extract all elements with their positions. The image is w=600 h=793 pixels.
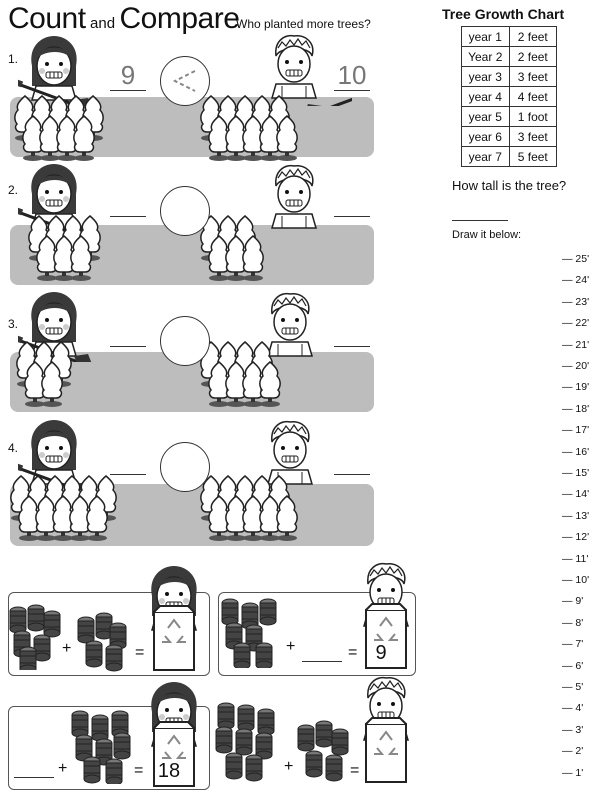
ruler-mark: — 24' — [562, 274, 590, 287]
answer-right-row-4[interactable] — [334, 444, 370, 475]
bag-value-3: 18 — [157, 760, 181, 782]
height-question: How tall is the tree? — [452, 178, 567, 193]
compare-circle-row-1[interactable] — [160, 56, 210, 106]
growth-year: year 6 — [462, 127, 510, 147]
tree-cluster — [200, 340, 370, 410]
ruler-mark: — 12' — [562, 531, 590, 544]
cans-group-3 — [70, 710, 132, 784]
tree-cluster — [14, 94, 184, 164]
growth-amount: 2 feet — [509, 27, 557, 47]
growth-row — [462, 147, 557, 167]
answer-left-row-2[interactable] — [110, 186, 146, 217]
cans-group-2 — [220, 598, 280, 668]
girl-with-recycle-bag-1 — [148, 566, 200, 674]
growth-row — [462, 67, 557, 87]
plus-sign-4: + — [284, 758, 294, 775]
answer-right-row-3[interactable] — [334, 316, 370, 347]
growth-chart-title: Tree Growth Chart — [442, 6, 565, 22]
title-and: and — [90, 15, 116, 32]
ruler-mark: — 18' — [562, 402, 590, 415]
ruler-mark: — 10' — [562, 574, 590, 586]
growth-amount: 1 foot — [509, 107, 557, 127]
row-number-4: 4. — [8, 441, 19, 455]
draw-prompt: Draw it below: — [452, 229, 522, 241]
ruler-mark: — 22' — [562, 317, 590, 330]
growth-row — [462, 127, 557, 147]
answer-left-row-4[interactable] — [110, 444, 146, 475]
answer-right-row-1[interactable]: 10 — [334, 60, 370, 91]
ruler-mark: — 13' — [562, 509, 590, 522]
growth-year: year 3 — [462, 67, 510, 87]
ruler-mark: — 7' — [562, 638, 584, 651]
ruler-mark: — 5' — [562, 681, 584, 693]
ruler-mark: — 15' — [562, 467, 590, 479]
tree-cluster — [10, 474, 180, 544]
growth-year: year 5 — [462, 107, 510, 127]
worksheet-title — [8, 2, 239, 36]
growth-year: Year 2 — [462, 47, 510, 67]
row-number-1: 1. — [8, 52, 19, 66]
cans-group-4a — [214, 702, 280, 782]
growth-table — [461, 26, 557, 167]
cans-group-1b — [76, 612, 130, 672]
tree-cluster — [16, 340, 186, 410]
answer-left-row-3[interactable] — [110, 316, 146, 347]
answer-left-row-1[interactable]: 9 — [110, 60, 146, 91]
growth-year: year 4 — [462, 87, 510, 107]
equals-sign-2: = — [348, 644, 358, 661]
ruler-mark: — 17' — [562, 424, 590, 437]
ruler-mark: — 19' — [562, 381, 590, 394]
height-answer-blank[interactable] — [452, 220, 508, 221]
equals-sign-3: = — [134, 762, 144, 779]
growth-amount: 3 feet — [509, 127, 557, 147]
ruler-mark: — 9' — [562, 595, 584, 608]
ruler-mark: — 2' — [562, 745, 584, 758]
ruler-mark: — 14' — [562, 488, 590, 501]
compare-circle-row-4[interactable] — [160, 442, 210, 492]
cans-group-1a — [8, 604, 64, 670]
boy-with-recycle-bag-4 — [360, 676, 412, 784]
title-compare: Compare — [119, 2, 240, 35]
ruler-mark: — 6' — [562, 659, 584, 672]
growth-row — [462, 87, 557, 107]
tree-cluster — [200, 474, 370, 544]
cans-group-4b — [296, 720, 352, 784]
tree-cluster — [200, 214, 370, 284]
growth-row — [462, 47, 557, 67]
ruler-mark: — 23' — [562, 295, 590, 308]
growth-year: year 1 — [462, 27, 510, 47]
ruler-mark: — 21' — [562, 338, 590, 351]
blank-2[interactable] — [302, 660, 342, 662]
growth-amount: 3 feet — [509, 67, 557, 87]
ruler-mark: — 11' — [562, 552, 589, 565]
question-text: Who planted more trees? — [236, 17, 371, 31]
ruler-mark: — 16' — [562, 445, 590, 458]
less-than-symbol — [161, 57, 209, 105]
blank-3[interactable] — [14, 776, 54, 778]
title-count: Count — [8, 2, 86, 35]
ruler-mark: — 8' — [562, 616, 584, 629]
row-number-2: 2. — [8, 183, 19, 197]
ruler-mark: — 4' — [562, 702, 584, 715]
growth-year: year 7 — [462, 147, 510, 167]
growth-row — [462, 27, 557, 47]
growth-row — [462, 107, 557, 127]
compare-circle-row-2[interactable] — [160, 186, 210, 236]
tree-cluster — [200, 94, 370, 164]
row-number-3: 3. — [8, 317, 19, 331]
equals-sign-1: = — [135, 644, 145, 661]
bag-value-2: 9 — [375, 642, 387, 664]
ruler-mark: — 1' — [562, 766, 584, 779]
plus-sign-3: + — [58, 760, 68, 777]
plus-sign-1: + — [62, 640, 72, 657]
ruler-mark: — 3' — [562, 723, 584, 736]
compare-circle-row-3[interactable] — [160, 316, 210, 366]
ruler-mark: — 25' — [562, 253, 590, 265]
growth-amount: 5 feet — [509, 147, 557, 167]
equals-sign-4: = — [350, 762, 360, 779]
ruler-mark: — 20' — [562, 360, 590, 372]
growth-amount: 4 feet — [509, 87, 557, 107]
answer-right-row-2[interactable] — [334, 186, 370, 217]
plus-sign-2: + — [286, 638, 296, 655]
growth-amount: 2 feet — [509, 47, 557, 67]
